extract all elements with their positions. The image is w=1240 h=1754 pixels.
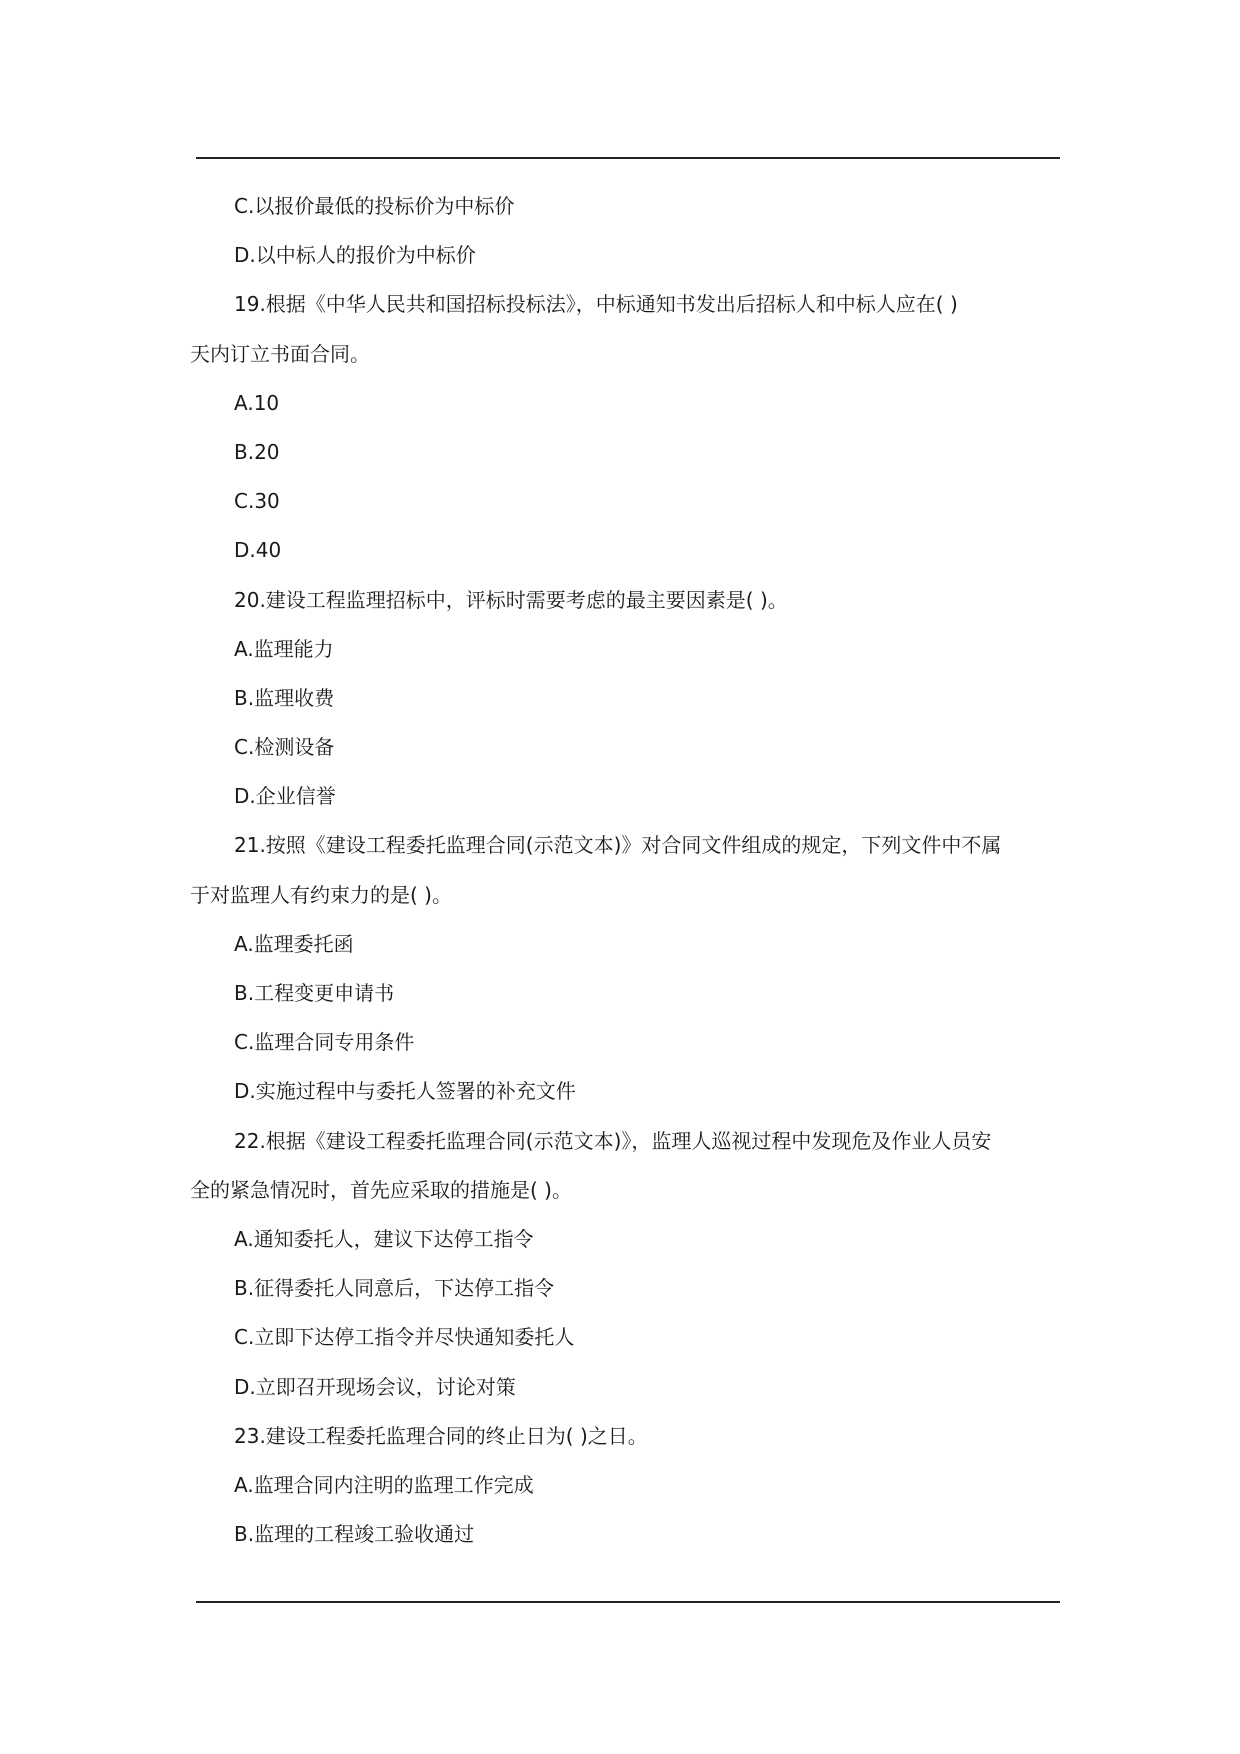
question-22: 22.根据《建设工程委托监理合同(示范文本)》，监理人巡视过程中发现危及作业人员安 (234, 1128, 992, 1153)
option-line: C.检测设备 (234, 735, 335, 760)
footer-rule (196, 1601, 1060, 1603)
header-rule (196, 157, 1060, 159)
option-line: D.实施过程中与委托人签署的补充文件 (234, 1079, 576, 1104)
option-line: D.企业信誉 (234, 784, 336, 809)
option-line: B.监理的工程竣工验收通过 (234, 1522, 475, 1547)
option-line: A.监理合同内注明的监理工作完成 (234, 1472, 534, 1497)
option-line: D.40 (234, 538, 282, 563)
option-line: D.立即召开现场会议，讨论对策 (234, 1374, 516, 1399)
question-21-continued: 于对监理人有约束力的是( )。 (190, 882, 452, 907)
option-line: C.30 (234, 489, 280, 514)
option-line: A.通知委托人，建议下达停工指令 (234, 1226, 534, 1251)
option-line: B.征得委托人同意后，下达停工指令 (234, 1276, 555, 1301)
option-line: C.以报价最低的投标价为中标价 (234, 194, 515, 218)
question-22-continued: 全的紧急情况时，首先应采取的措施是( )。 (190, 1177, 572, 1202)
question-20: 20.建设工程监理招标中，评标时需要考虑的最主要因素是( )。 (234, 587, 788, 612)
question-23: 23.建设工程委托监理合同的终止日为( )之日。 (234, 1423, 648, 1448)
option-line: D.以中标人的报价为中标价 (234, 243, 476, 268)
question-19-continued: 天内订立书面合同。 (190, 341, 370, 366)
option-line: B.工程变更申请书 (234, 981, 395, 1005)
question-19: 19.根据《中华人民共和国招标投标法》，中标通知书发出后招标人和中标人应在( ) (234, 292, 958, 317)
option-line: C.立即下达停工指令并尽快通知委托人 (234, 1325, 575, 1350)
option-line: A.监理委托函 (234, 931, 354, 956)
document-body (190, 182, 1060, 1559)
option-line: B.20 (234, 439, 280, 464)
option-line: C.监理合同专用条件 (234, 1030, 415, 1055)
option-line: B.监理收费 (234, 685, 335, 710)
question-21: 21.按照《建设工程委托监理合同(示范文本)》对合同文件组成的规定，下列文件中不属 (234, 833, 1002, 858)
option-line: A.监理能力 (234, 636, 334, 661)
option-line: A.10 (234, 390, 280, 415)
